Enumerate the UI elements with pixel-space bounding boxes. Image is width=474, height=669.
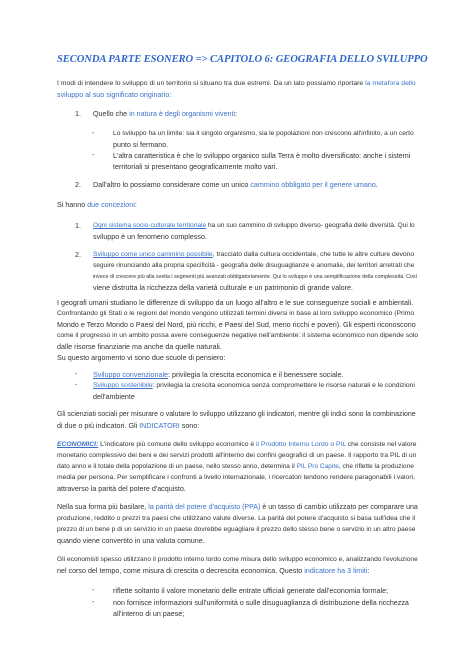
- intro-line-1: I modi di intendere lo sviluppo di un territorio si situano tra due estremi. Da un lato possiamo riportare: [57, 80, 364, 87]
- paragraph-text: è un tasso di cambio utilizzato per comparare una: [262, 504, 418, 511]
- concezione-2-highlight: Sviluppo come unico cammino possibile: [93, 251, 213, 258]
- paragraph-text: Nella sua forma più basilare,: [57, 504, 147, 511]
- paragraph-line: Confrontando gli Stati o le regioni del mondo vengono utilizzati termini diversi in base al loro sviluppo economico (Primo: [57, 309, 415, 317]
- paragraph-line: I geografi umani studiano le differenze di sviluppo da un luogo all'altro e le sue conseguenze sociali e ambientali.: [57, 299, 414, 307]
- paragraph-line: dalle risorse finanziarie ma anche da quelle naturali.: [57, 342, 222, 351]
- pil-highlight: il Prodotto Interno Lordo o PIL: [256, 441, 346, 448]
- indicatori-highlight: INDICATORI: [139, 421, 180, 430]
- bullet-line: riflette soltanto il valore monetario delle entrate ufficiali generate dall'economia formale;: [113, 587, 389, 595]
- item-1-highlight: in natura è degli organismi viventi: [129, 110, 236, 118]
- bullet-item-diversity: [113, 151, 418, 173]
- concezioni-pre: Si hanno: [57, 201, 86, 209]
- scienziati-paragraph: [57, 410, 418, 432]
- concezione-1-number: 1.: [75, 222, 81, 230]
- economici-label: ECONOMICI:: [57, 441, 99, 448]
- limite-1: [113, 586, 418, 597]
- bullet-line: Lo sviluppo ha un limite: sia il singolo organismo, sia le popolazioni non crescono all'infinito, a un certo: [113, 130, 414, 137]
- scuola-convenzionale: [93, 370, 418, 381]
- ppa-highlight: la parità del potere d'acquisto (PPA): [148, 504, 261, 511]
- concezione-1-text: ha un suo cammino di sviluppo diverso- geografia delle diversità. Qui lo: [208, 222, 415, 229]
- bullet-line: non fornisce informazioni sull'uniformità o sulle disuguaglianza di distribuzione della ricchezza: [113, 599, 409, 607]
- paragraph-line: Gli scienziati sociali per misurare o valutare lo sviluppo utilizzano gli indicatori, mentre gli indici sono la combinazione: [57, 411, 416, 418]
- concezioni-tail: :: [134, 201, 137, 209]
- intro-highlight-2: sviluppo al suo significato originario:: [57, 90, 172, 99]
- bullet-dash: -: [92, 129, 95, 137]
- limite-2: [113, 598, 418, 620]
- concezione-2-text-4: viene distrutta la ricchezza della varietà culturale e un patrimonio di grande valore.: [93, 283, 353, 292]
- item-2-number: 2.: [75, 181, 81, 189]
- paragraph-line: media per persona. Per semplificare i confronti a livello internazionale, i ricercatori tendono rendere paragonabili i valori,: [57, 473, 415, 481]
- geografi-paragraph: [57, 298, 418, 363]
- bullet-item-limit: [113, 129, 418, 151]
- bullet-line: L'altra caratteristica è che lo sviluppo organico sulla Terra è molto diversificato: anche i sistemi: [113, 152, 411, 160]
- concezione-1: [93, 221, 418, 243]
- paragraph-tail: sono:: [181, 421, 200, 430]
- paragraph-text: , che riflette la produzione: [338, 462, 414, 470]
- concezione-2-text: , tracciato dalla cultura occidentale, che tutte le altre culture devono: [212, 251, 415, 258]
- ppa-paragraph: [57, 503, 418, 547]
- concezioni-highlight: due concezioni: [87, 201, 135, 209]
- concezione-2-text-3: invece di crescere più alla svelta i segmenti più avanzati obbligatoriamente. Qui lo sviluppo è una semplificazione della complessità. Così: [93, 273, 418, 280]
- item-1-text: Quello che: [93, 110, 128, 118]
- bullet-dash: -: [92, 586, 95, 594]
- paragraph-line: come il progresso in un ambito possa avere conseguenze negative nell'ambiente: il sistema economico non dipende solo: [57, 331, 419, 339]
- paragraph-line: produzione, reddito o prezzi tra paesi che utilizzano valute diverse. La parità del potere d'acquisto si basa sull'idea che il: [57, 514, 416, 522]
- bullet-dash: -: [92, 598, 95, 606]
- scuola-text: : privilegia la crescita economica senza compromettere le risorse naturali e le condizioni: [152, 382, 415, 389]
- paragraph-text: nel corso del tempo, come misura di crescita o decrescita economica. Questo: [57, 566, 303, 575]
- item-2-tail: .: [375, 181, 378, 189]
- pil-pro-capite-highlight: PIL Pro Capite: [296, 462, 339, 470]
- scuola-text-2: dell'ambiente: [93, 392, 135, 401]
- paragraph-text: dato anno e il totale della popolazione di un paese, nello stesso anno, determina il: [57, 462, 295, 470]
- bullet-dash: -: [75, 370, 78, 378]
- page-title: SECONDA PARTE ESONERO => CAPITOLO 6: GEOGRAFIA DELLO SVILUPPO: [57, 54, 428, 65]
- paragraph-text: L'indicatore più comune dello sviluppo economico è: [100, 441, 255, 448]
- paragraph-text: che consiste nel valore: [347, 441, 417, 448]
- bullet-line: punto si fermano.: [113, 140, 169, 149]
- bullet-line: all'interno di un paese;: [113, 609, 185, 618]
- concezioni-intro: [57, 200, 257, 211]
- paragraph-line: quando viene convertito in una valuta comune.: [57, 536, 205, 545]
- item-2-highlight: cammino obbligato per il genere umano: [250, 181, 376, 189]
- bullet-line: territoriali si presentano geograficamente molto vari.: [113, 162, 278, 171]
- scuola-text: : privilegia la crescita economica e il benessere sociale.: [168, 371, 344, 379]
- paragraph-line: di due o più indicatori. Gli: [57, 421, 138, 430]
- concezione-1-text-2: sviluppo è un fenomeno complesso.: [93, 232, 207, 241]
- paragraph-line: Mondo e Terzo Mondo o Paesi del Nord, più ricchi, e Paesi del Sud, meno ricchi e poveri). Gli esperti riconoscono: [57, 320, 416, 329]
- paragraph-line: prezzo di un bene p di un servizio in un paese dovrebbe eguagliare il prezzo dello stesso bene o servizio in un altro paese: [57, 525, 416, 533]
- paragraph-line: attraverso la parità del potere d'acquisto.: [57, 484, 186, 493]
- economisti-paragraph: [57, 555, 418, 577]
- item-1: [93, 109, 413, 120]
- concezione-2-text-2: seguire rinunciando alla propria specificità - geografia delle disuguaglianze e anomalie, dei territori arretrati che: [93, 261, 415, 269]
- paragraph-line: Su questo argomento vi sono due scuole di pensiero:: [57, 353, 226, 362]
- item-2-text: Dall'altro lo possiamo considerare come un unico: [93, 181, 249, 189]
- concezione-2-number: 2.: [75, 251, 81, 259]
- economici-paragraph: [57, 440, 418, 495]
- limiti-highlight: indicatore ha 3 limiti: [304, 566, 368, 575]
- scuola-highlight: Sviluppo convenzionale: [93, 371, 169, 379]
- scuola-highlight: Sviluppo sostenibile: [93, 382, 153, 389]
- paragraph-tail: :: [367, 566, 370, 575]
- paragraph-line: Gli economisti spesso utilizzano il prodotto interno lordo come misura dello sviluppo economico e, analizzando l'evoluzione: [57, 556, 418, 563]
- paragraph-line: monetario complessivo dei beni e dei servizi prodotti all'interno dei confini geografici di un paese. Il rapporto tra PIL di un: [57, 451, 417, 459]
- intro-paragraph: [57, 79, 417, 101]
- item-1-tail: :: [235, 110, 238, 118]
- scuola-sostenibile: [93, 381, 418, 403]
- item-2: [93, 180, 413, 191]
- bullet-dash: -: [92, 151, 95, 159]
- bullet-dash: -: [75, 381, 78, 389]
- concezione-2: [93, 250, 418, 294]
- concezione-1-highlight: Ogni sistema socio-culturale territoriale: [93, 222, 207, 229]
- intro-highlight-1: la metafora dello: [365, 80, 416, 87]
- item-1-number: 1.: [75, 110, 81, 118]
